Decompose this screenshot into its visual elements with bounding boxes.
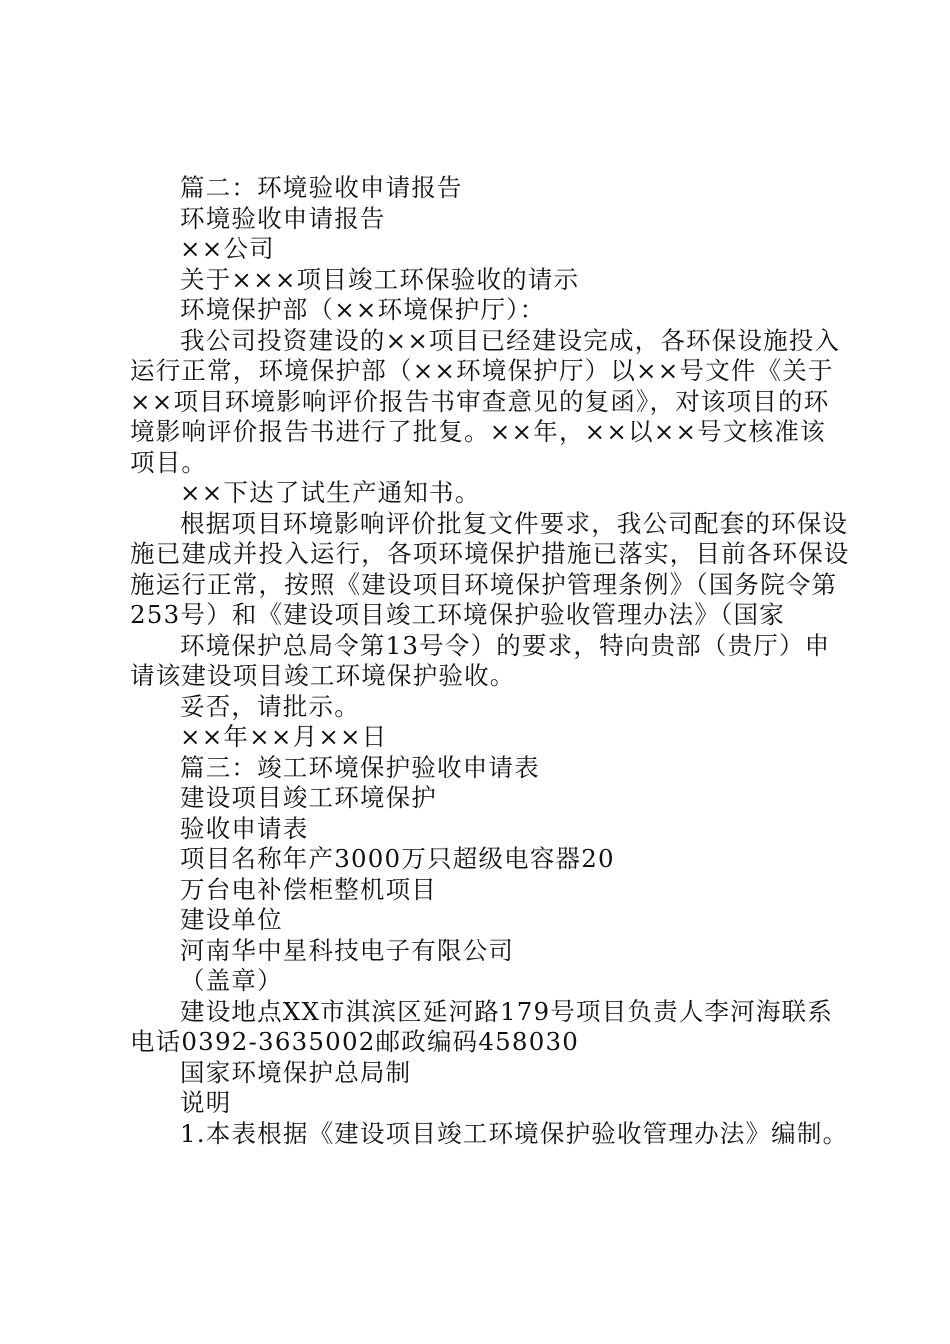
project-name: 项目名称年产3000万只超级电容器20	[180, 844, 615, 873]
builder-name: 河南华中星科技电子有限公司	[180, 935, 515, 965]
form-title-line-1: 建设项目竣工环境保护	[180, 783, 437, 812]
body-paragraph: 根据项目环境影响评价批复文件要求，我公司配套的环保设施已建成并投入运行，各项环境保护措施已落实，目前各环保设施运行正常，按照《建设项目环境保护管理条例》（国务院令第253号）和《建设项目竣工环境保护验收管理办法》（国家	[130, 508, 850, 629]
issuing-authority: 国家环境保护总局制	[180, 1057, 412, 1087]
notes-heading: 说明	[180, 1088, 232, 1117]
section-heading-part-three: 篇三：竣工环境保护验收申请表	[180, 752, 540, 782]
builder-label: 建设单位	[180, 905, 283, 934]
body-paragraph: 我公司投资建设的××项目已经建设完成，各环保设施投入运行正常，环境保护部（××环境保护厅）以××号文件《关于××项目环境影响评价报告书审查意见的复函》，对该项目的环境影响评价报告书进行了批复。××年，××以××号文核准该项目。	[130, 325, 841, 477]
seal-note: （盖章）	[180, 966, 283, 995]
document-body	[130, 173, 850, 1149]
report-title: 环境验收申请报告	[180, 203, 386, 233]
contact-details: 建设地点XX市淇滨区延河路179号项目负责人李河海联系电话0392-3635002邮政编码458030	[130, 996, 834, 1056]
addressee: 环境保护部（××环境保护厅）：	[180, 295, 546, 324]
body-paragraph: ××下达了试生产通知书。	[180, 478, 481, 507]
note-item-1: 1.本表根据《建设项目竣工环境保护验收管理办法》编制。	[180, 1118, 849, 1148]
request-subject: 关于×××项目竣工环保验收的请示	[180, 264, 580, 294]
date-line: ××年××月××日	[180, 722, 388, 751]
company-name: ××公司	[180, 234, 275, 263]
body-paragraph: 环境保护总局令第13号令）的要求，特向贵部（贵厅）申请该建设项目竣工环境保护验收。	[130, 630, 831, 690]
closing-line: 妥否，请批示。	[180, 691, 360, 721]
form-title-line-2: 验收申请表	[180, 813, 309, 843]
project-name-continued: 万台电补偿柜整机项目	[180, 874, 437, 904]
section-heading-part-two: 篇二：环境验收申请报告	[180, 173, 463, 202]
